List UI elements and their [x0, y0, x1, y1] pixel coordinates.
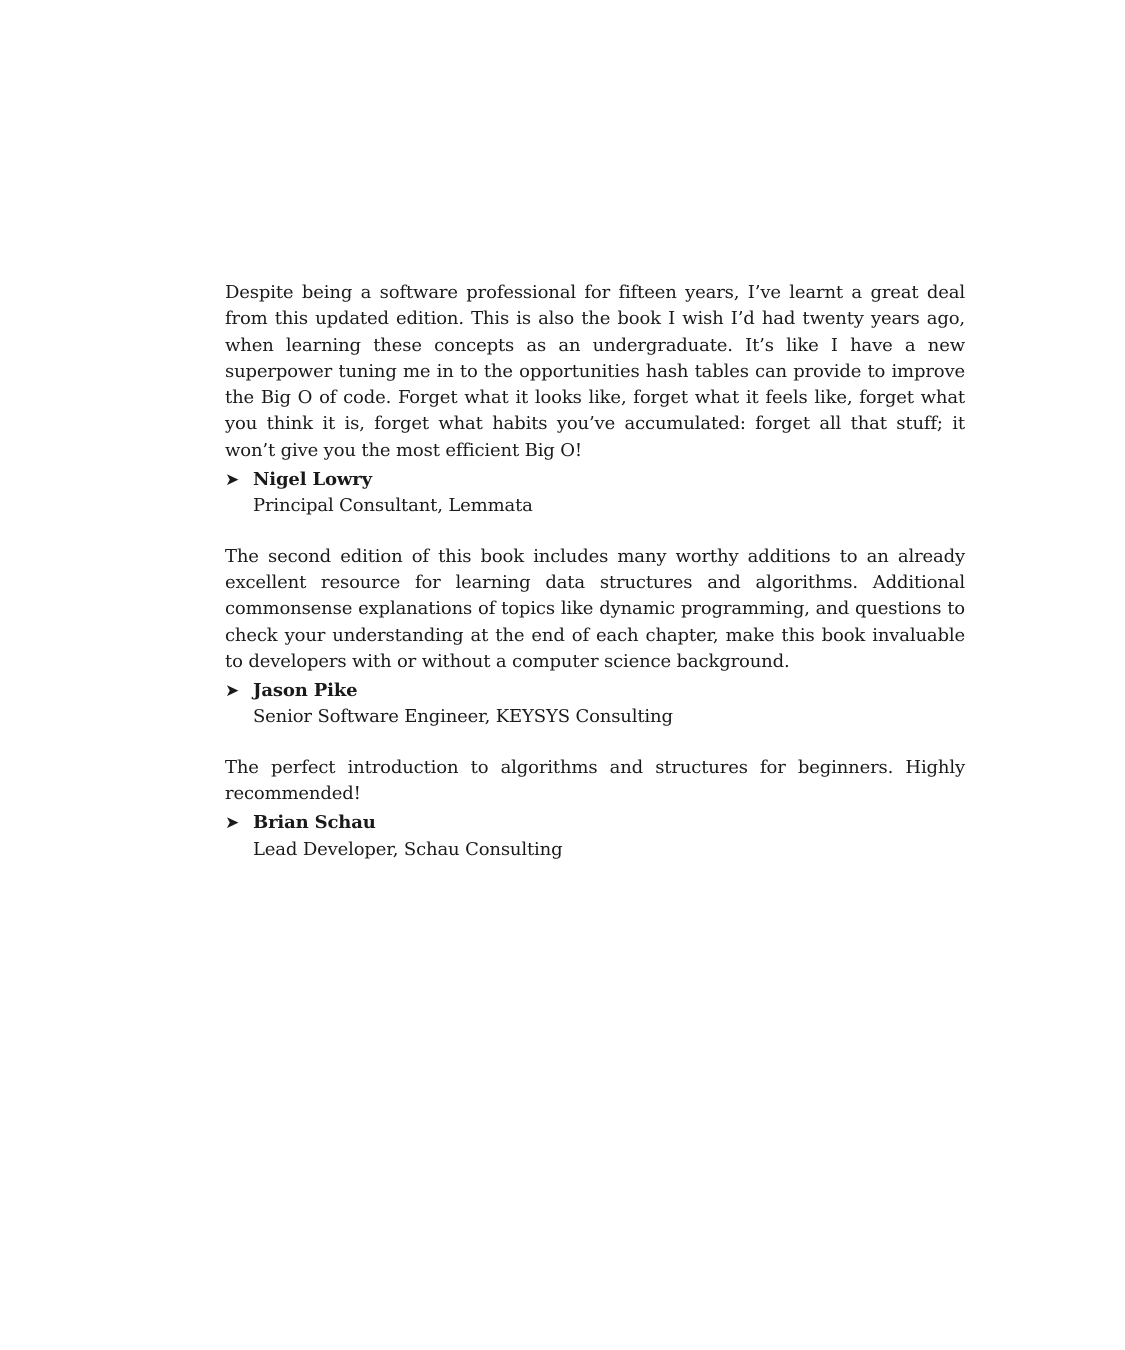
testimonial-attribution [225, 678, 965, 731]
testimonial-author-name: Jason Pike [253, 680, 358, 702]
arrow-bullet-icon: ➤ [225, 813, 240, 834]
testimonial-author-name: Brian Schau [253, 812, 376, 834]
testimonial-quote: Despite being a software professional for fifteen years, I’ve learnt a great deal from this updated edition. This is also the book I wish I’d had twenty years ago, when learning these concepts as an undergraduate. It’s like I have a new superpower tuning me in to the opportunities hash tables can provide to improve the Big O of code. Forget what it looks like, forget what it feels like, forget what you think it is, forget what habits you’ve accumulated: forget all that stuff; it won’t give you the most efficient Big O! [225, 282, 965, 461]
testimonials-page [225, 280, 965, 887]
arrow-bullet-icon: ➤ [225, 470, 240, 491]
testimonial-attribution [225, 810, 965, 863]
testimonial-author-role: Principal Consultant, Lemmata [253, 495, 533, 517]
arrow-bullet-icon: ➤ [225, 681, 240, 702]
testimonial-quote: The second edition of this book includes many worthy additions to an already excellent resource for learning data structures and algorithms. Additional commonsense explanations of topics like dynamic programming, and questions to check your understanding at the end of each chapter, make this book invaluable to developers with or without a computer science background. [225, 545, 965, 672]
testimonial-author-role: Senior Software Engineer, KEYSYS Consulting [253, 706, 673, 728]
testimonial [225, 755, 965, 863]
testimonial [225, 544, 965, 731]
testimonial-quote: The perfect introduction to algorithms and structures for beginners. Highly recommended! [225, 756, 965, 805]
testimonial-author-name: Nigel Lowry [253, 469, 372, 491]
testimonial-attribution [225, 467, 965, 520]
testimonial-author-role: Lead Developer, Schau Consulting [253, 838, 563, 860]
testimonial [225, 280, 965, 520]
